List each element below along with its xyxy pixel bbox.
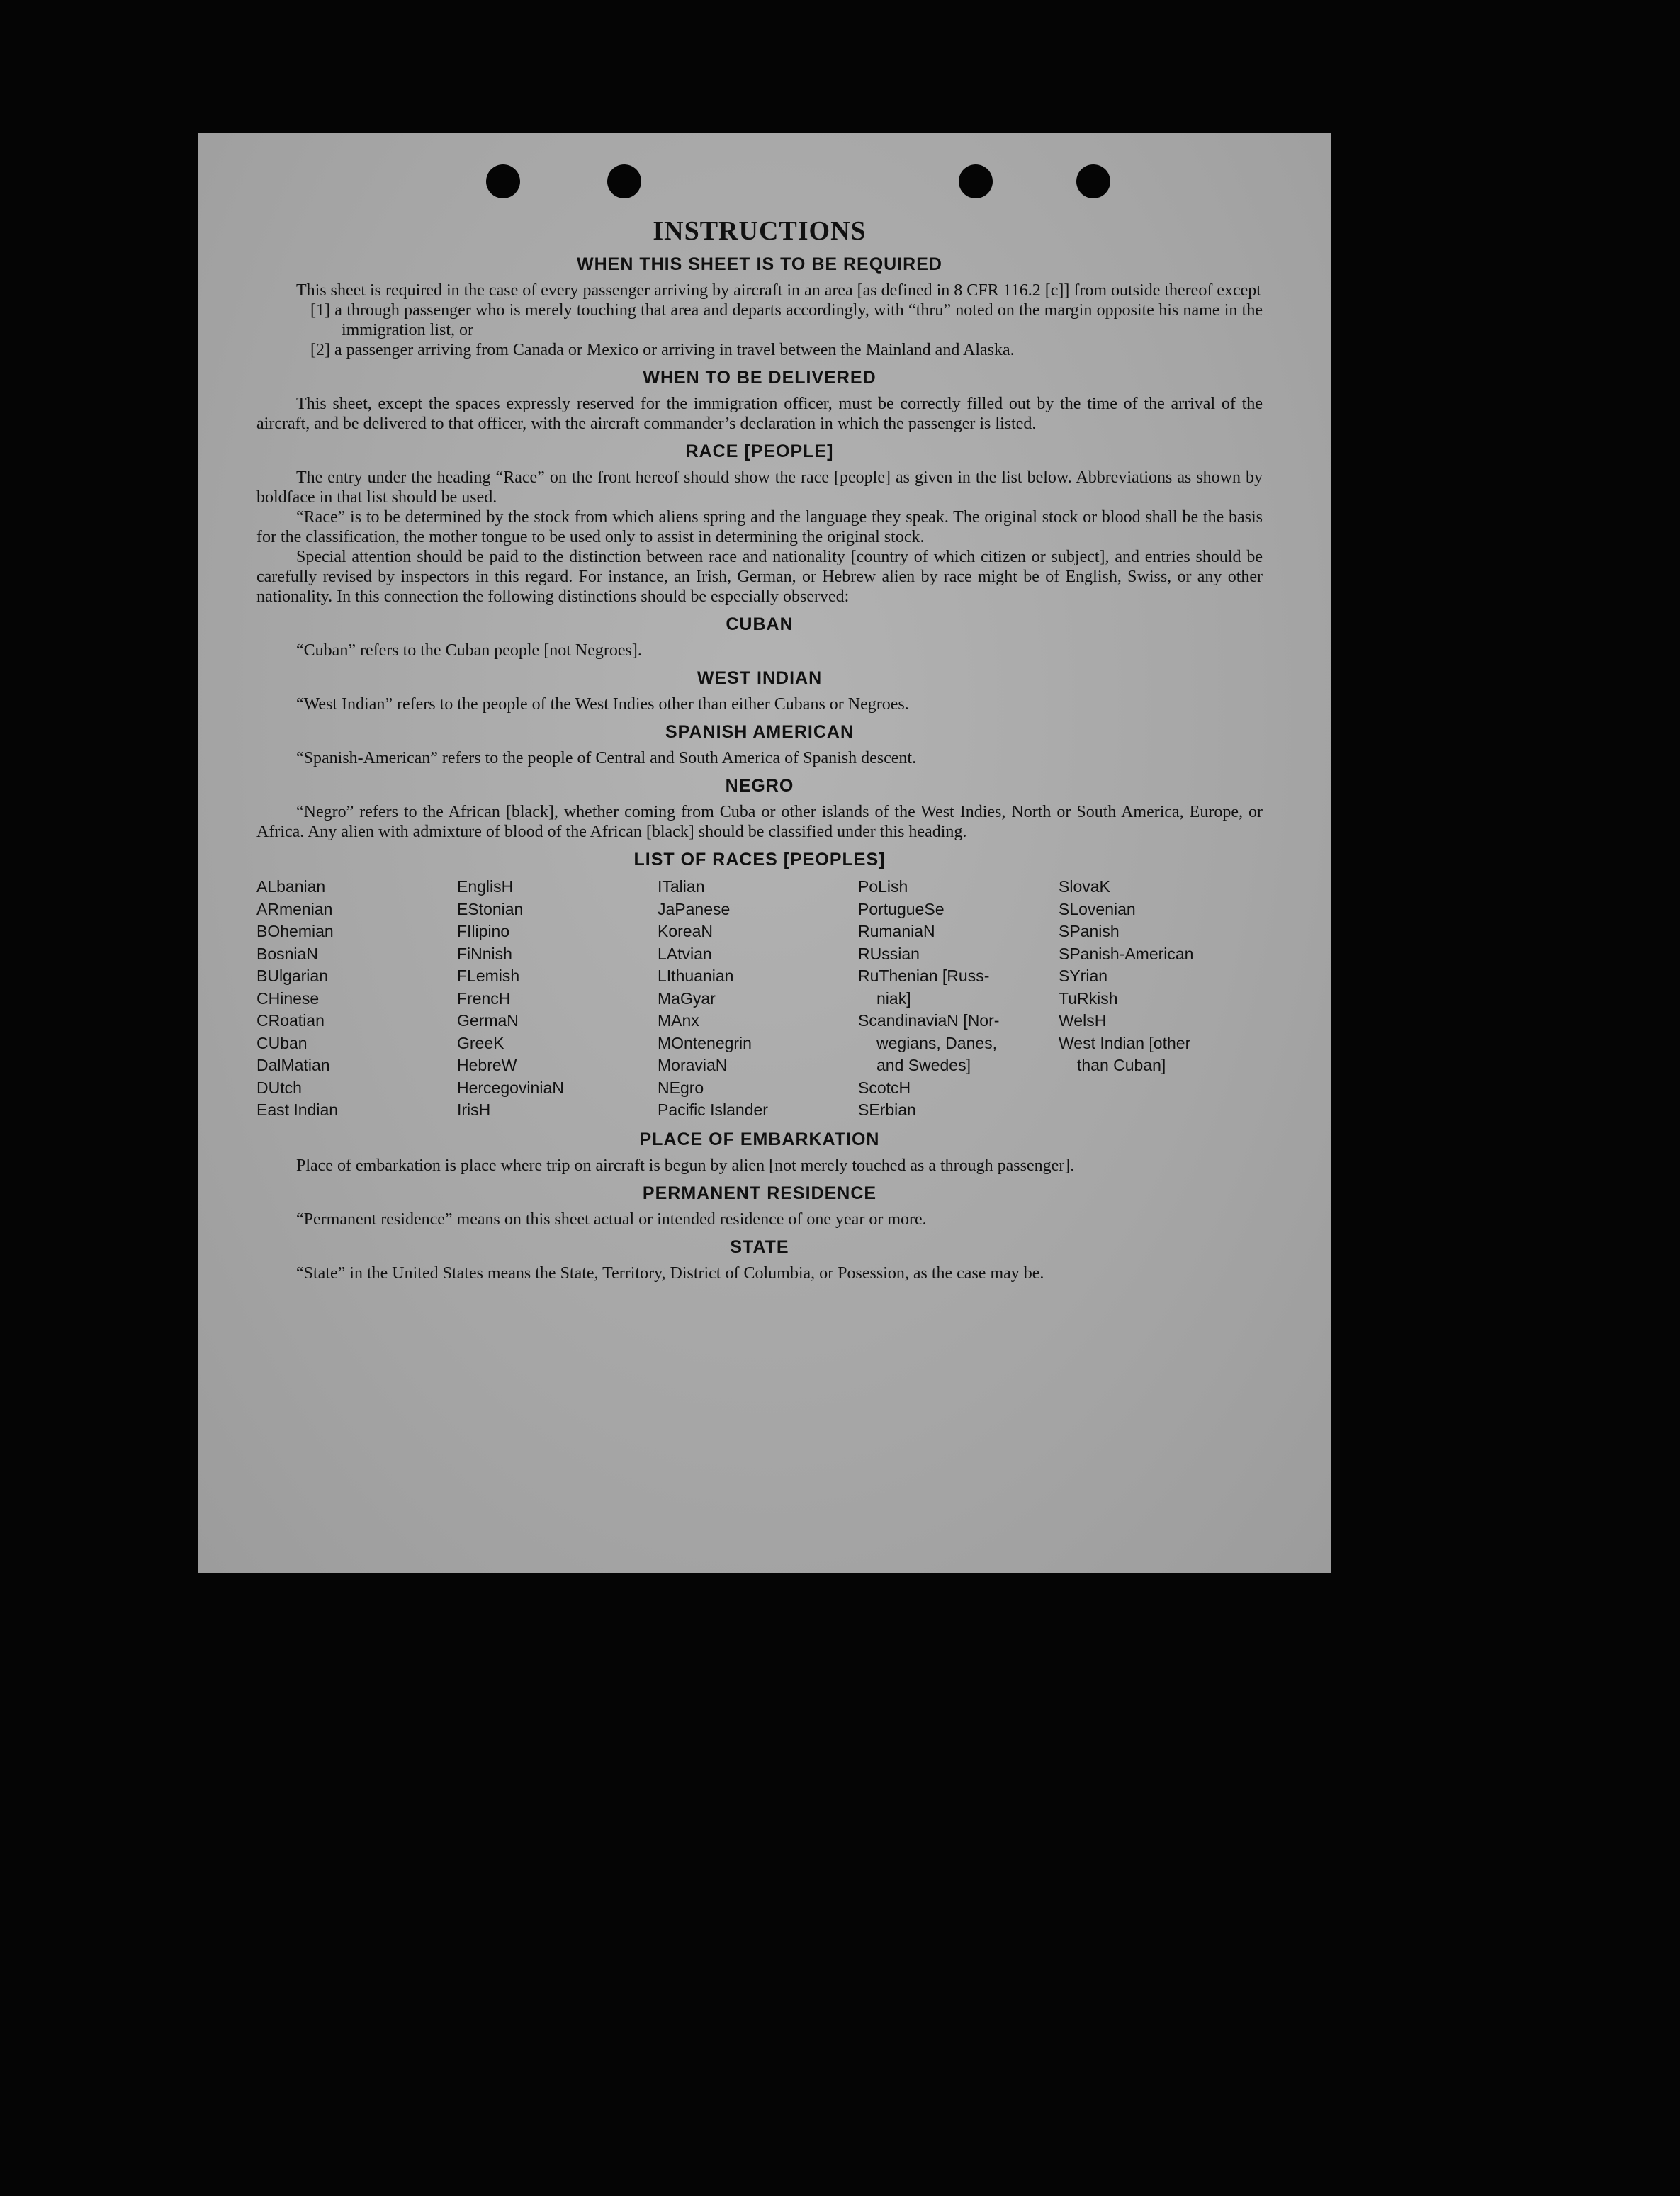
section-text-race-3: Special attention should be paid to the distinction between race and nationality [country of which citizen or subject], and entries should be carefully revised by inspectors in this regard. For instance, an Irish, German, or Hebrew alien by race might be of English, Swiss, or any other nationality. In this connection the following distinctions should be especially observed: <box>256 548 1263 606</box>
race-item: SPanish <box>1059 922 1120 940</box>
race-item: HebreW <box>457 1056 517 1074</box>
race-item: LIthuanian <box>658 967 734 985</box>
race-item: BOhemian <box>256 922 334 940</box>
races-column <box>858 876 1059 1122</box>
race-item: West Indian [other <box>1059 1033 1191 1052</box>
race-item: WelsH <box>1059 1011 1107 1030</box>
race-item: ARmenian <box>256 899 333 918</box>
race-item: MaGyar <box>658 989 716 1008</box>
section-text-spanish-american: “Spanish-American” refers to the people of Central and South America of Spanish descent. <box>296 749 917 767</box>
race-item: PoLish <box>858 877 908 896</box>
race-item: RumaniaN <box>858 922 935 940</box>
page-title: INSTRUCTIONS <box>653 216 867 246</box>
race-item: MoraviaN <box>658 1056 728 1074</box>
punch-hole <box>607 164 641 198</box>
race-item: MOntenegrin <box>658 1033 752 1052</box>
instructions-content <box>256 215 1263 1283</box>
race-item: FiNnish <box>457 944 512 963</box>
race-item: and Swedes] <box>876 1056 971 1074</box>
race-item: wegians, Danes, <box>876 1033 998 1052</box>
race-item: MAnx <box>658 1011 699 1030</box>
section-text-delivered: This sheet, except the spaces expressly reserved for the immigration officer, must be correctly filled out by the time of the arrival of the aircraft, and be delivered to that officer, with the aircraft commander’s declaration in which the passenger is listed. <box>256 395 1263 433</box>
race-item: KoreaN <box>658 922 713 940</box>
race-item: SPanish-American <box>1059 944 1194 963</box>
section-heading-state: STATE <box>730 1237 789 1257</box>
race-item: RUssian <box>858 944 920 963</box>
race-item: CHinese <box>256 989 320 1008</box>
races-column <box>256 876 457 1122</box>
race-item: SLovenian <box>1059 899 1136 918</box>
section-text-embarkation: Place of embarkation is place where trip on aircraft is begun by alien [not merely touched as a through passenger]. <box>296 1156 1075 1175</box>
section-heading-race: RACE [PEOPLE] <box>685 441 834 461</box>
document-page <box>198 133 1331 1573</box>
race-item: than Cuban] <box>1077 1056 1166 1074</box>
race-item: HercegoviniaN <box>457 1078 564 1097</box>
punch-hole <box>1076 164 1110 198</box>
section-text-race-2: “Race” is to be determined by the stock from which aliens spring and the language they speak. The original stock or blood shall be the basis for the classification, the mother tongue to be used only to assist in determining the original stock. <box>256 508 1263 546</box>
section-text-negro: “Negro” refers to the African [black], whether coming from Cuba or other islands of the West Indies, North or South America, Europe, or Africa. Any alien with admixture of blood of the African [black] should be classified under this heading. <box>256 803 1263 841</box>
race-item: RuThenian [Russ- <box>858 967 990 985</box>
race-item: DalMatian <box>256 1056 330 1074</box>
race-item: SYrian <box>1059 967 1108 985</box>
race-item: FLemish <box>457 967 520 985</box>
section-heading-list-of-races: LIST OF RACES [PEOPLES] <box>633 850 886 869</box>
race-item: BUlgarian <box>256 967 328 985</box>
race-item: ScandinaviaN [Nor- <box>858 1011 1000 1030</box>
section-heading-negro: NEGRO <box>725 776 794 796</box>
race-item: PortugueSe <box>858 899 945 918</box>
race-item: SlovaK <box>1059 877 1110 896</box>
race-item: FrencH <box>457 989 511 1008</box>
race-item: GermaN <box>457 1011 519 1030</box>
race-item: BosniaN <box>256 944 318 963</box>
races-column <box>658 876 858 1122</box>
punch-hole <box>486 164 520 198</box>
race-item: IrisH <box>457 1100 491 1119</box>
race-item: DUtch <box>256 1078 302 1097</box>
race-item: ALbanian <box>256 877 326 896</box>
section-text-west-indian: “West Indian” refers to the people of the West Indies other than either Cubans or Negroes. <box>296 695 909 714</box>
section-text-residence: “Permanent residence” means on this sheet actual or intended residence of one year or more. <box>296 1210 927 1229</box>
race-item: ITalian <box>658 877 705 896</box>
section-heading-spanish-american: SPANISH AMERICAN <box>665 722 854 742</box>
races-column <box>457 876 658 1122</box>
race-item: ScotcH <box>858 1078 911 1097</box>
race-item: CRoatian <box>256 1011 325 1030</box>
race-item: Pacific Islander <box>658 1100 768 1119</box>
race-item: GreeK <box>457 1033 504 1052</box>
races-list <box>256 876 1263 1122</box>
section-text-cuban: “Cuban” refers to the Cuban people [not Negroes]. <box>296 641 642 660</box>
section-heading-residence: PERMANENT RESIDENCE <box>642 1183 877 1203</box>
race-item: FIlipino <box>457 922 510 940</box>
section-text-required: This sheet is required in the case of every passenger arriving by aircraft in an area [as defined in 8 CFR 116.2 [c]] from outside thereof except <box>296 281 1261 300</box>
race-item: EStonian <box>457 899 524 918</box>
race-item: JaPanese <box>658 899 731 918</box>
section-heading-embarkation: PLACE OF EMBARKATION <box>639 1129 880 1149</box>
section-text-state: “State” in the United States means the State, Territory, District of Columbia, or Posession, as the case may be. <box>296 1263 1044 1283</box>
race-item: East Indian <box>256 1100 339 1119</box>
races-column <box>1059 876 1259 1122</box>
race-item: niak] <box>876 989 911 1008</box>
race-item: CUban <box>256 1033 308 1052</box>
section-heading-cuban: CUBAN <box>726 614 794 634</box>
race-item: TuRkish <box>1059 989 1118 1008</box>
section-heading-delivered: WHEN TO BE DELIVERED <box>643 368 876 388</box>
section-text-race-1: The entry under the heading “Race” on the front hereof should show the race [people] as given in the list below. Abbreviations as shown by boldface in that list should be used. <box>256 468 1263 507</box>
exception-item-1: [1] a through passenger who is merely touching that area and departs accordingly, with “thru” noted on the margin opposite his name in the immigration list, or <box>310 301 1263 339</box>
race-item: SErbian <box>858 1100 916 1119</box>
section-heading-west-indian: WEST INDIAN <box>697 668 823 688</box>
race-item: NEgro <box>658 1078 704 1097</box>
race-item: LAtvian <box>658 944 712 963</box>
section-heading-required: WHEN THIS SHEET IS TO BE REQUIRED <box>577 254 942 274</box>
exception-item-2: [2] a passenger arriving from Canada or Mexico or arriving in travel between the Mainland and Alaska. <box>310 341 1015 359</box>
punch-hole <box>959 164 993 198</box>
race-item: EnglisH <box>457 877 514 896</box>
